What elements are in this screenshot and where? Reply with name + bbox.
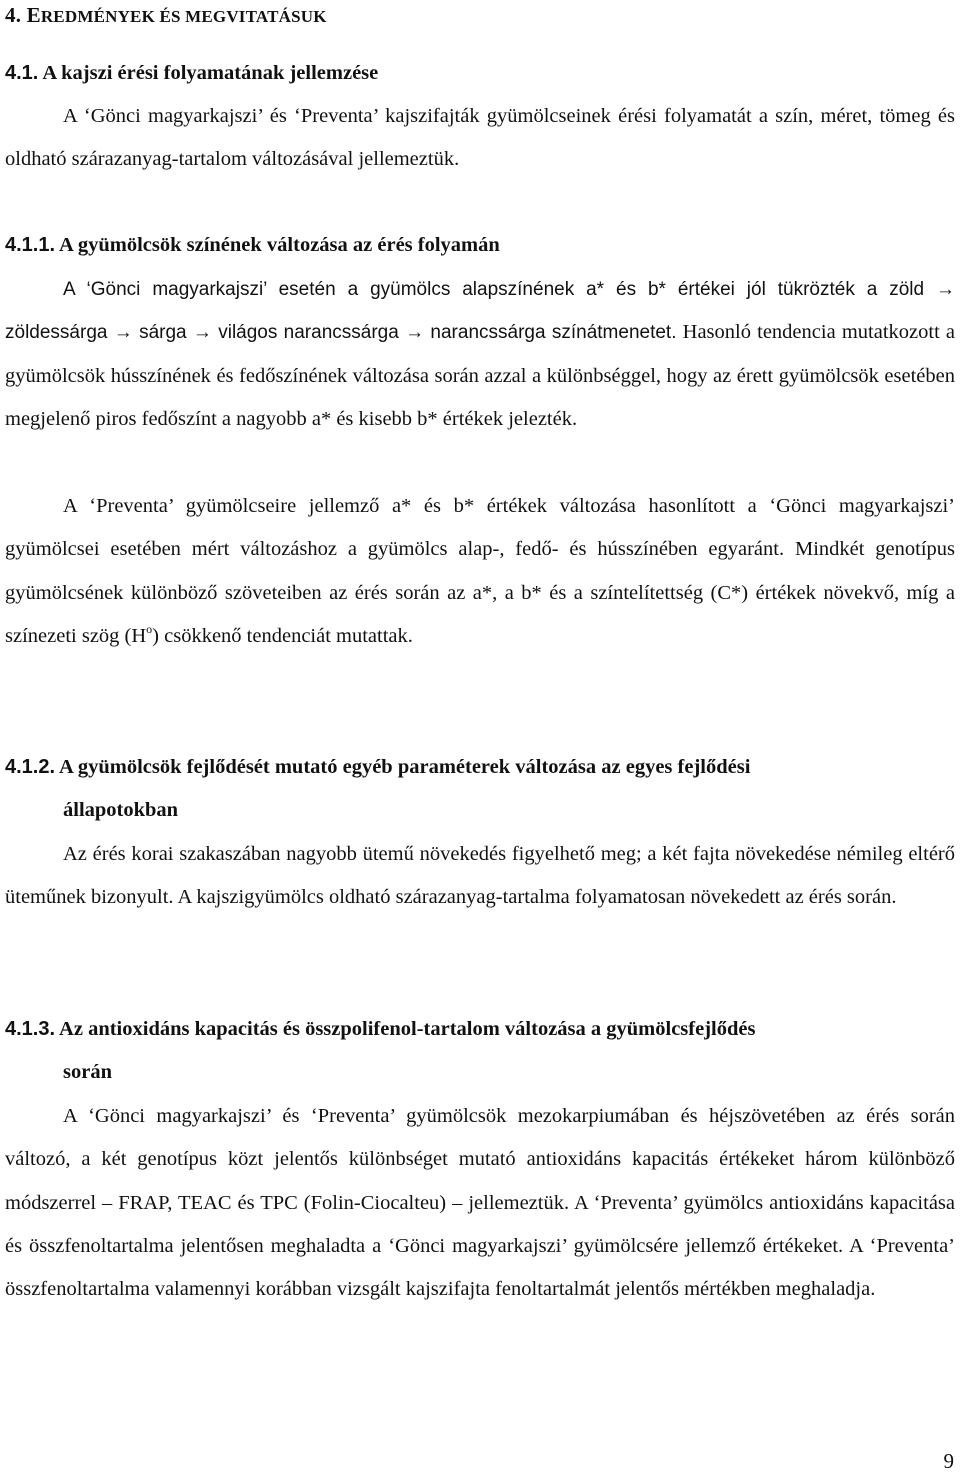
- section-number: 4.1.1.: [5, 234, 56, 256]
- paragraph-text: A ‘Gönci magyarkajszi’ és ‘Preventa’ kajszifajták gyümölcseinek érési folyamatát a szín, méret, tömeg és oldható szárazanyag-tartalom változásával jellemeztük.: [5, 105, 955, 171]
- section-title: A gyümölcsök színének változása az érés folyamán: [59, 234, 500, 256]
- section-heading-4-1-1: [5, 233, 500, 257]
- paragraph-4-1-3: [5, 1095, 955, 1311]
- paragraph-4-1-1-a: [5, 268, 955, 441]
- section-number: 4.1.: [5, 62, 39, 84]
- paragraph-text: A kajszigyümölcs oldható szárazanyag-tartalma folyamatosan növekedett az érés során.: [177, 886, 897, 909]
- paragraph-text: A ‘Gönci magyarkajszi’ és ‘Preventa’ gyümölcsök mezokarpiumában és héjszövetében az érés során változó, a két genotípus közt jelentős különbséget mutató antioxidáns kapacitás értékeket három különböző módszerrel – FRAP, TEAC és TPC (Folin-Ciocalteu) – jellemeztük.: [5, 1105, 955, 1214]
- section-heading-4-1-3: [5, 1008, 955, 1094]
- section-number: 4.1.3.: [5, 1018, 56, 1040]
- section-title-continued: állapotokban: [63, 799, 179, 821]
- section-heading-4-1: [5, 61, 378, 85]
- page-number: 9: [943, 1449, 954, 1473]
- degree-superscript: o: [146, 621, 153, 636]
- section-heading-4-1-2: [5, 746, 955, 832]
- chapter-title: EREDMÉNYEK ÉS MEGVITATÁSUK: [26, 3, 327, 27]
- section-title: A kajszi érési folyamatának jellemzése: [42, 62, 379, 84]
- paragraph-4-1: [5, 95, 955, 182]
- section-title: Az antioxidáns kapacitás és összpolifenol-tartalom változása a gyümölcsfejlődés: [59, 1018, 756, 1040]
- paragraph-text: A ‘Preventa’ gyümölcseire jellemző a* és b* értékek változása hasonlított a ‘Gönci magyarkajszi’ gyümölcsei esetében mért változáshoz a gyümölcs alap-, fedő- és hússzínében egyaránt.: [5, 495, 955, 561]
- paragraph-4-1-2: [5, 833, 955, 920]
- section-number: 4.1.2.: [5, 756, 56, 778]
- section-title: A gyümölcsök fejlődését mutató egyéb paraméterek változása az egyes fejlődési: [59, 756, 751, 778]
- paragraph-4-1-1-b: [5, 485, 955, 658]
- chapter-number: 4.: [5, 3, 22, 27]
- chapter-heading: [5, 3, 327, 29]
- paragraph-text: A ‘Preventa’ gyümölcs antioxidáns kapacitása és összfenoltartalma jelentősen meghaladta a ‘Gönci magyarkajszi’ gyümölcsére jellemző értékeket. A ‘Preventa’ összfenoltartalma valamennyi korábban vizsgált kajszifajta fenoltartalmát jelentős mértékben meghaladja.: [5, 1191, 955, 1301]
- paragraph-text: A ‘Gönci magyarkajszi’ esetén a gyümölcs alapszínének a* és b* értékei jól tükrözték a zöld → zöldessárga → sárga → világos narancssárga → narancssárga színátmenetet.: [5, 279, 955, 344]
- paragraph-text: Az érés korai szakaszában nagyobb ütemű növekedés figyelhető meg; a két fajta növekedése némileg eltérő üteműnek bizonyult.: [5, 843, 955, 909]
- section-title-continued: során: [63, 1061, 112, 1083]
- paragraph-text: ) csökkenő tendenciát mutattak.: [152, 624, 413, 647]
- paragraph-text: Mindkét genotípus gyümölcsének különböző szöveteiben az érés során az a*, a b* és a színtelítettség (C*) értékek növekvő, míg a színezeti szög (H: [5, 538, 956, 647]
- paragraph-text: Hasonló tendencia mutatkozott a gyümölcsök hússzínének és fedőszínének változása során azzal a különbséggel, hogy az érett gyümölcsök esetében megjelenő piros fedőszínt a nagyobb a* és kisebb b* értékek jelezték.: [5, 321, 956, 430]
